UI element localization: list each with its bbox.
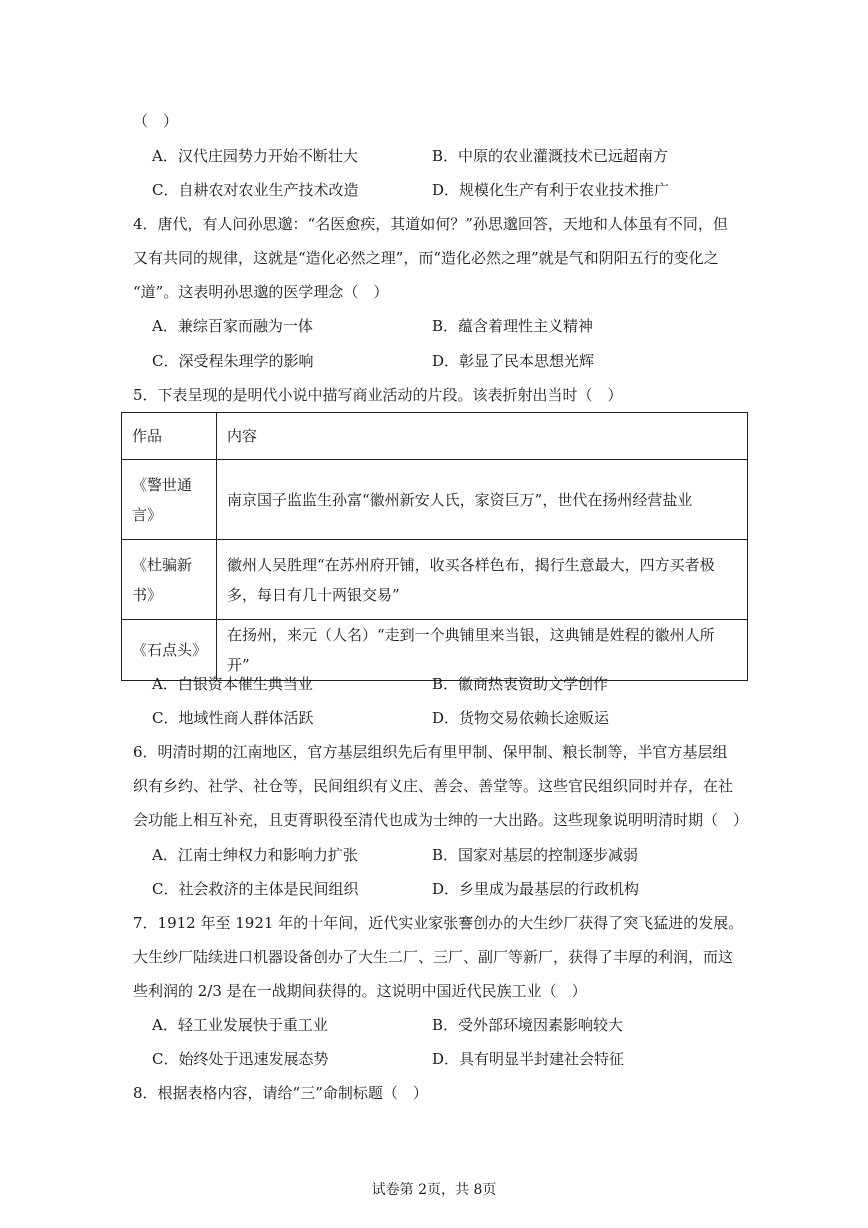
- q6-option-b: B．国家对基层的控制逐步减弱: [432, 846, 639, 864]
- q5-option-a: A．白银资本催生典当业: [152, 675, 313, 693]
- q7-option-c: C．始终处于迅速发展态势: [152, 1050, 329, 1068]
- q6-option-d: D．乡里成为最基层的行政机构: [432, 880, 640, 898]
- q4-option-c: C．深受程朱理学的影响: [152, 352, 314, 370]
- q7-option-d: D．具有明显半封建社会特征: [432, 1050, 625, 1068]
- table-cell-content: 徽州人吴胜理“在苏州府开铺，收买各样色布，揭行生意最大，四方买者极多，每日有几十两银交易”: [217, 540, 748, 620]
- q3-option-c: C．自耕农对农业生产技术改造: [152, 181, 359, 199]
- table-row: [122, 460, 748, 540]
- table-cell-content: 南京国子监监生孙富“徽州新安人氏，家资巨万”，世代在扬州经营盐业: [217, 460, 748, 540]
- q7-stem-line-3: 些利润的 2/3 是在一战期间获得的。这说明中国近代民族工业（ ）: [133, 982, 587, 1000]
- q4-stem-line-2: 又有共同的规律，这就是“造化必然之理”，而“造化必然之理”就是气和阴阳五行的变化之: [133, 249, 719, 267]
- table-cell-content: 在扬州，来元（人名）“走到一个典铺里来当银，这典铺是姓程的徽州人所开”: [217, 620, 748, 681]
- q4-option-d: D．彰显了民本思想光辉: [432, 352, 595, 370]
- table-cell-work: 《杜骗新书》: [122, 540, 217, 620]
- q4-stem-line-1: 4．唐代，有人问孙思邈：“名医愈疾，其道如何？”孙思邈回答，天地和人体虽有不同，但: [133, 215, 728, 233]
- q3-option-b: B．中原的农业灌溉技术已远超南方: [432, 147, 669, 165]
- q5-option-d: D．货物交易依赖长途贩运: [432, 709, 610, 727]
- q3-option-a: A．汉代庄园势力开始不断壮大: [152, 147, 358, 165]
- q5-option-b: B．徽商热衷资助文学创作: [432, 675, 609, 693]
- q7-stem-line-2: 大生纱厂陆续进口机器设备创办了大生二厂、三厂、副厂等新厂，获得了丰厚的利润，而这: [133, 948, 734, 966]
- q7-option-a: A．轻工业发展快于重工业: [152, 1016, 328, 1034]
- q8-stem: 8．根据表格内容，请给“三”命制标题（ ）: [133, 1084, 428, 1102]
- q4-stem-line-3: “道”。这表明孙思邈的医学理念（ ）: [133, 283, 389, 301]
- q5-stem: 5．下表呈现的是明代小说中描写商业活动的片段。该表折射出当时（ ）: [133, 386, 623, 404]
- q5-option-c: C．地域性商人群体活跃: [152, 709, 314, 727]
- q6-stem-line-2: 织有乡约、社学、社仓等，民间组织有义庄、善会、善堂等。这些官民组织同时并存，在社: [133, 777, 734, 795]
- q5-table: [121, 412, 748, 681]
- q7-stem-line-1: 7．1912 年至 1921 年的十年间，近代实业家张謇创办的大生纱厂获得了突飞猛进的发展。: [133, 914, 744, 932]
- table-header-cell: 作品: [122, 413, 217, 460]
- table-cell-work: 《石点头》: [122, 620, 217, 681]
- table-cell-work: 《警世通言》: [122, 460, 217, 540]
- q6-option-c: C．社会救济的主体是民间组织: [152, 880, 359, 898]
- table-row: [122, 620, 748, 681]
- table-header-row: [122, 413, 748, 460]
- table-header-cell: 内容: [217, 413, 748, 460]
- q3-option-d: D．规模化生产有利于农业技术推广: [432, 181, 670, 199]
- q3-stem-tail: （ ）: [133, 112, 179, 130]
- q6-option-a: A．江南士绅权力和影响力扩张: [152, 846, 358, 864]
- table-row: [122, 540, 748, 620]
- q7-option-b: B．受外部环境因素影响较大: [432, 1016, 624, 1034]
- q6-stem-line-1: 6．明清时期的江南地区，官方基层组织先后有里甲制、保甲制、粮长制等，半官方基层组: [133, 743, 728, 761]
- q6-stem-line-3: 会功能上相互补充，且吏胥职役至清代也成为士绅的一大出路。这些现象说明明清时期（ ）: [133, 811, 749, 829]
- q4-option-a: A．兼综百家而融为一体: [152, 317, 313, 335]
- page-footer: 试卷第 2页，共 8页: [371, 1182, 497, 1198]
- q4-option-b: B．蕴含着理性主义精神: [432, 317, 594, 335]
